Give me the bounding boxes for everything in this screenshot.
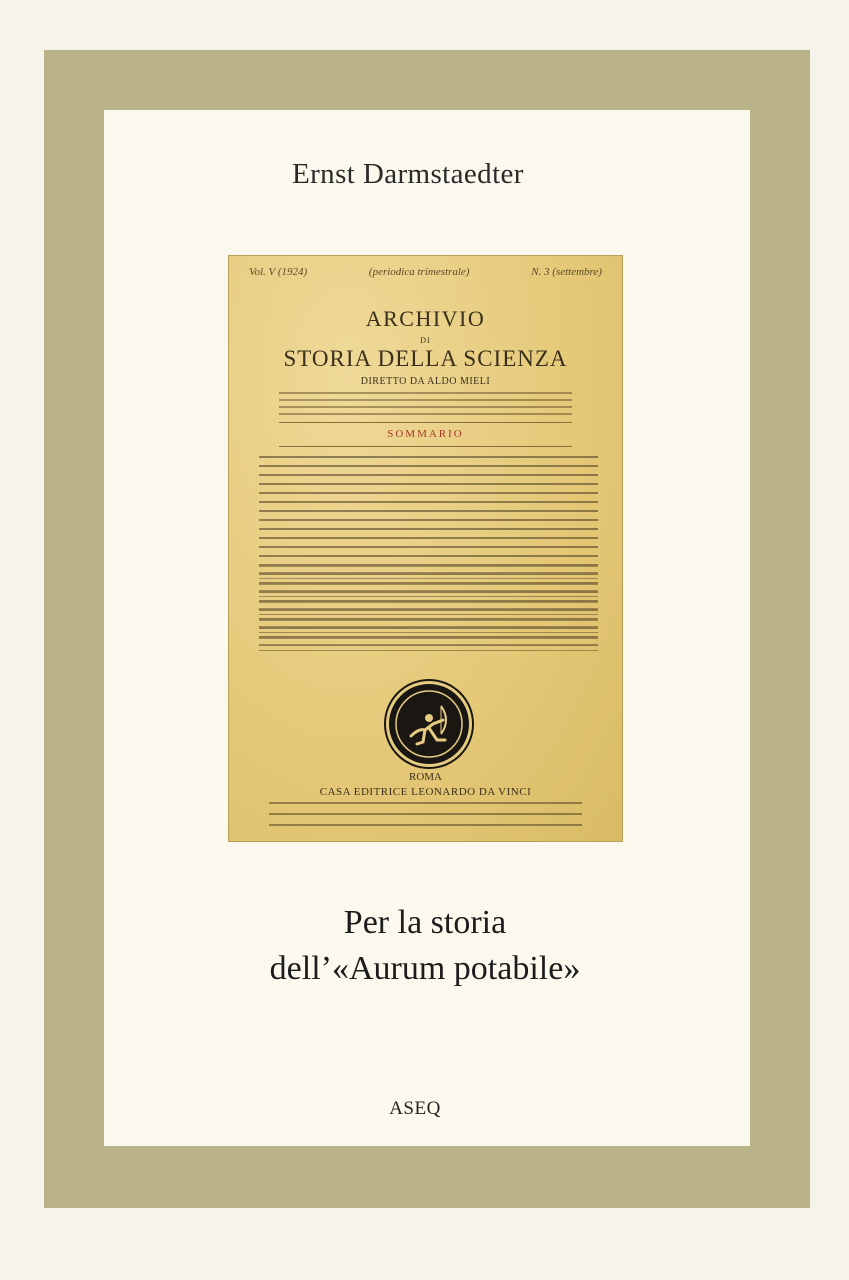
journal-place: ROMA — [408, 771, 442, 783]
book-title-line1: Per la storia — [343, 904, 507, 941]
journal-rule-top — [279, 422, 572, 423]
journal-contents-fine-text — [259, 566, 598, 656]
journal-header-line — [249, 266, 602, 278]
journal-title-line2: STORIA DELLA SCIENZA — [283, 346, 568, 371]
journal-title-line1: ARCHIVIO — [365, 306, 486, 331]
book-title-line2: dell’«Aurum potabile» — [269, 950, 581, 987]
journal-periodicity: (periodica trimestrale) — [368, 266, 470, 278]
journal-footer-text — [269, 802, 582, 834]
book-title — [240, 900, 610, 992]
journal-section-heading: SOMMARIO — [387, 428, 464, 440]
journal-issue: N. 3 (settembre) — [531, 266, 602, 278]
journal-title-di: DI — [420, 336, 431, 345]
publisher-name: ASEQ — [389, 1098, 441, 1119]
archer-emblem-drawing — [389, 684, 469, 764]
journal-volume: Vol. V (1924) — [249, 266, 308, 278]
author-name: Ernst Darmstaedter — [292, 158, 524, 190]
journal-press: CASA EDITRICE LEONARDO DA VINCI — [319, 786, 532, 798]
journal-director: DIRETTO DA ALDO MIELI — [360, 376, 491, 387]
journal-rule-bottom — [279, 446, 572, 447]
journal-small-print — [279, 392, 572, 418]
archer-emblem-icon — [386, 681, 472, 767]
journal-cover-image — [228, 255, 623, 842]
